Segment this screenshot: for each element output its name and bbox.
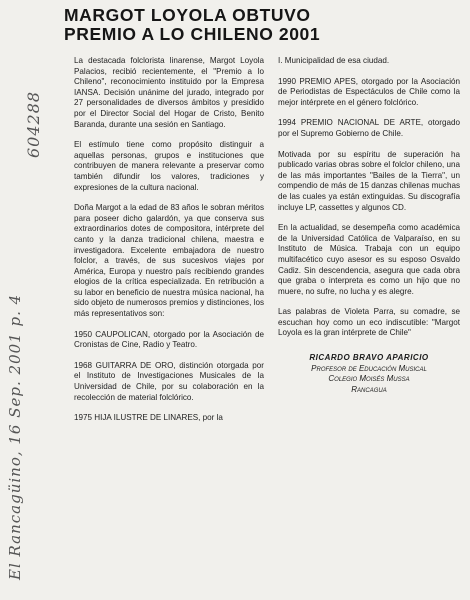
author-role: Profesor de Educación Musical [311, 363, 427, 373]
award-1994: 1994 PREMIO NACIONAL DE ARTE, otorgado por el Supremo Gobierno de Chile. [278, 118, 460, 138]
headline-line-1: MARGOT LOYOLA OBTUVO [64, 5, 311, 25]
paragraph-violeta-parra: Las palabras de Violeta Parra, su comadre, se escuchan hoy como un eco indiscutible: "Margot Loyola es la gran intérprete de Chile" [278, 307, 460, 338]
paragraph-intro: La destacada folclorista linarense, Margot Loyola Palacios, recibió recientemente, el "Premio a lo Chileno", reconocimiento instituido por la Empresa IANSA. Decisión unánime del jurado, integrado por 27 personalidades de diversos ámbitos y presidido por el Director Social del Hogar de Cristo, Benito Baranda, durante una sesión en Santiago. [74, 56, 264, 129]
paragraph-merits: Doña Margot a la edad de 83 años le sobran méritos para poseer dicho galardón, ya que conserva sus extraordinarios dotes de compositora, intérprete del canto y la danza tradicional chilena, maestra e investigadora. Excelente embajadora de nuestro folclor, a través, de sus sucesivos viajes por América, Europa y nuestro país recibiendo grandes elogios de la crítica especializada. En retribución a su labor en beneficio de nuestra música nacional, ha sido objeto de numerosos premios y distinciones, los más representativos son: [74, 203, 264, 319]
paragraph-purpose: El estímulo tiene como propósito distinguir a aquellas personas, grupos e instituciones que contribuyen de manera relevante a preservar como también difundir los valores, tradiciones y expresiones de la cultura nacional. [74, 140, 264, 192]
award-1990: 1990 PREMIO APES, otorgado por la Asociación de Periodistas de Espectáculos de Chile como la mejor intérprete en el género folclórico. [278, 76, 460, 107]
author-signature [278, 353, 460, 395]
award-1950: 1950 CAUPOLICAN, otorgado por la Asociación de Cronistas de Cine, Radio y Teatro. [74, 329, 264, 350]
stamp-number-text: 604288 [24, 90, 43, 158]
article-headline [64, 6, 394, 44]
paragraph-publications: Motivada por su espíritu de superación ha publicado varias obras sobre el folclor chileno, una de las más importantes "Bailes de la Tierra", un compendio de más de 15 danzas chilenas muchas de las cuales ya están extinguidas. Su discografía incluye LP, cassettes y algunos CD. [278, 149, 460, 212]
award-1975: 1975 HIJA ILUSTRE DE LINARES, por la [74, 413, 223, 423]
headline-line-2: PREMIO A LO CHILENO 2001 [64, 24, 321, 44]
award-1968: 1968 GUITARRA DE ORO, distinción otorgada por el Instituto de Investigaciones Musicales de la Universidad de Chile, por su colaboración en la recolección de material folclórico. [74, 360, 264, 402]
author-school: Colegio Moisés Mussa [328, 374, 410, 384]
paragraph-current-work: En la actualidad, se desempeña como académica de la Universidad Católica de Valparaíso, en su Instituto de Música. Trabaja con un equipo multifacético cuyo asesor es su esposo Osvaldo Cadiz. Sin descendencia, asegura que cada obra que graba o interpreta es como un hijo que no muere, no sufre, no lucha y es alegre. [278, 223, 460, 296]
handwritten-margin-note: El Rancagüino, 16 Sep. 2001 p. 4 [6, 293, 24, 580]
article-column-left [74, 56, 264, 434]
article-column-right [278, 56, 460, 395]
author-name: RICARDO BRAVO APARICIO [309, 353, 429, 363]
author-city: Rancagua [351, 384, 387, 394]
archive-stamp-number [24, 48, 46, 158]
award-1975-continued: I. Municipalidad de esa ciudad. [278, 56, 390, 65]
